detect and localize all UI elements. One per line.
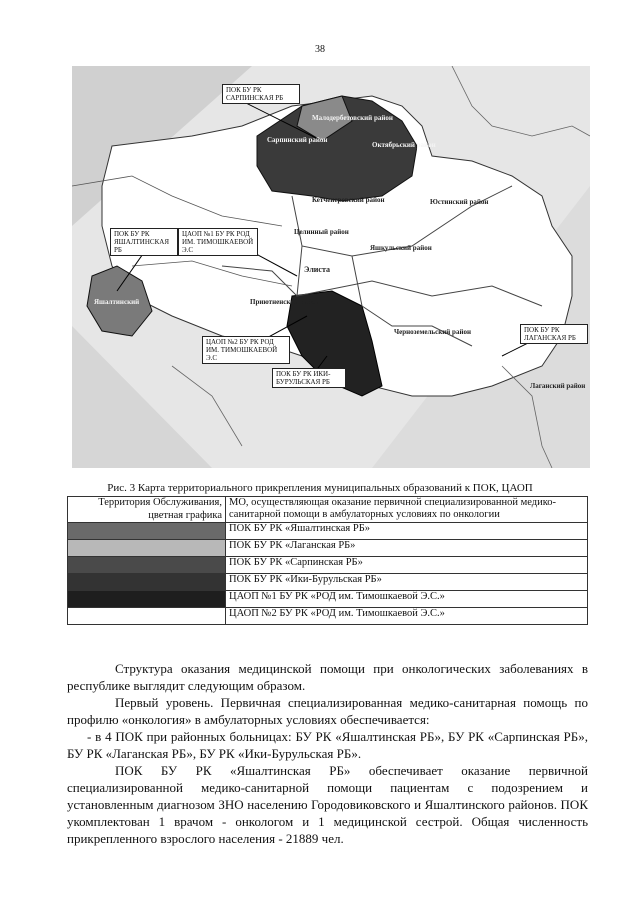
label-laganskaya: ПОК БУ РК ЛАГАНСКАЯ РБ [520, 324, 588, 344]
legend-swatch [68, 523, 226, 540]
swatch-fill [68, 540, 225, 556]
label-tsaop1: ЦАОП №1 БУ РК РОД ИМ. ТИМОШКАЕВОЙ Э.С [178, 228, 258, 256]
legend-label: ЦАОП №2 БУ РК «РОД им. Тимошкаевой Э.С.» [226, 608, 588, 625]
figure-caption: Рис. 3 Карта территориального прикрепления муниципальных образований к ПОК, ЦАОП [107, 482, 533, 494]
district-yashaltinsky: Яшалтинский [94, 298, 140, 306]
label-tsaop2: ЦАОП №2 БУ РК РОД ИМ. ТИМОШКАЕВОЙ Э.С [202, 336, 290, 364]
swatch-fill [68, 523, 225, 539]
district-oktyabrsky: Октябрьский район [372, 141, 436, 149]
district-tselinny: Целинный район [294, 228, 349, 236]
territorial-map [72, 66, 590, 468]
legend-label: ЦАОП №1 БУ РК «РОД им. Тимошкаевой Э.С.» [226, 591, 588, 608]
legend-swatch [68, 574, 226, 591]
district-yustinsky: Юстинский район [430, 198, 489, 206]
swatch-fill [68, 591, 225, 607]
swatch-fill [68, 557, 225, 573]
district-elista: Элиста [304, 265, 330, 274]
paragraph-pok-list: - в 4 ПОК при районных больницах: БУ РК «Яшалтинская РБ», БУ РК «Сарпинская РБ», БУ РК «Лаганская РБ», БУ РК «Ики-Бурульская РБ». [67, 729, 588, 761]
district-priyutnensky: Приютненский район [250, 298, 320, 306]
legend-row [68, 574, 588, 591]
legend-swatch [68, 557, 226, 574]
district-ketchenerovsky: Кетченеровский район [312, 196, 385, 204]
legend-header-left: Территория Обслуживания, цветная графика [68, 497, 226, 523]
legend-row [68, 523, 588, 540]
legend-table [67, 496, 588, 625]
paragraph-yashaltinskaya: ПОК БУ РК «Яшалтинская РБ» обеспечивает оказание первичной специализированной медико-санитарной помощи пациентам с подозрением и установленным диагнозом ЗНО населению Городовиковского и Яшалтинского районов. ПОК укомплектован 1 врачом - онкологом и 1 медицинской сестрой. Общая численность прикрепленного взрослого населения - 21889 чел. [67, 763, 588, 846]
paragraph-structure: Структура оказания медицинской помощи при онкологических заболеваниях в республике выглядит следующим образом. [67, 661, 588, 693]
label-ikiburulskaya: ПОК БУ РК ИКИ-БУРУЛЬСКАЯ РБ [272, 368, 346, 388]
label-sarpinskaya: ПОК БУ РК САРПИНСКАЯ РБ [222, 84, 300, 104]
legend-header-row [68, 497, 588, 523]
label-yashaltinskaya: ПОК БУ РК ЯШАЛТИНСКАЯ РБ [110, 228, 178, 256]
legend-row [68, 608, 588, 625]
paragraph-first-level: Первый уровень. Первичная специализированная медико-санитарная помощь по профилю «онкология» в амбулаторных условиях обеспечивается: [67, 695, 588, 727]
swatch-fill [68, 574, 225, 590]
legend-swatch [68, 608, 226, 625]
district-maloderbetovsky: Малодербетовский район [312, 114, 393, 122]
legend-row [68, 540, 588, 557]
district-lagansky: Лаганский район [530, 382, 586, 390]
district-sarpinsky: Сарпинский район [267, 136, 328, 144]
legend-row [68, 591, 588, 608]
legend-label: ПОК БУ РК «Яшалтинская РБ» [226, 523, 588, 540]
legend-header-right: МО, осуществляющая оказание первичной специализированной медико-санитарной помощи в амбулаторных условиях по онкологии [226, 497, 588, 523]
legend-row [68, 557, 588, 574]
swatch-fill [68, 608, 225, 624]
page-number: 38 [315, 44, 325, 55]
legend-label: ПОК БУ РК «Сарпинская РБ» [226, 557, 588, 574]
map-graphic [72, 66, 590, 468]
district-yashkulsky: Яшкульский район [370, 244, 432, 252]
district-chernozemelsky: Черноземельский район [394, 328, 472, 336]
legend-label: ПОК БУ РК «Лаганская РБ» [226, 540, 588, 557]
legend-swatch [68, 591, 226, 608]
legend-label: ПОК БУ РК «Ики-Бурульская РБ» [226, 574, 588, 591]
body-text [67, 660, 588, 847]
legend-swatch [68, 540, 226, 557]
